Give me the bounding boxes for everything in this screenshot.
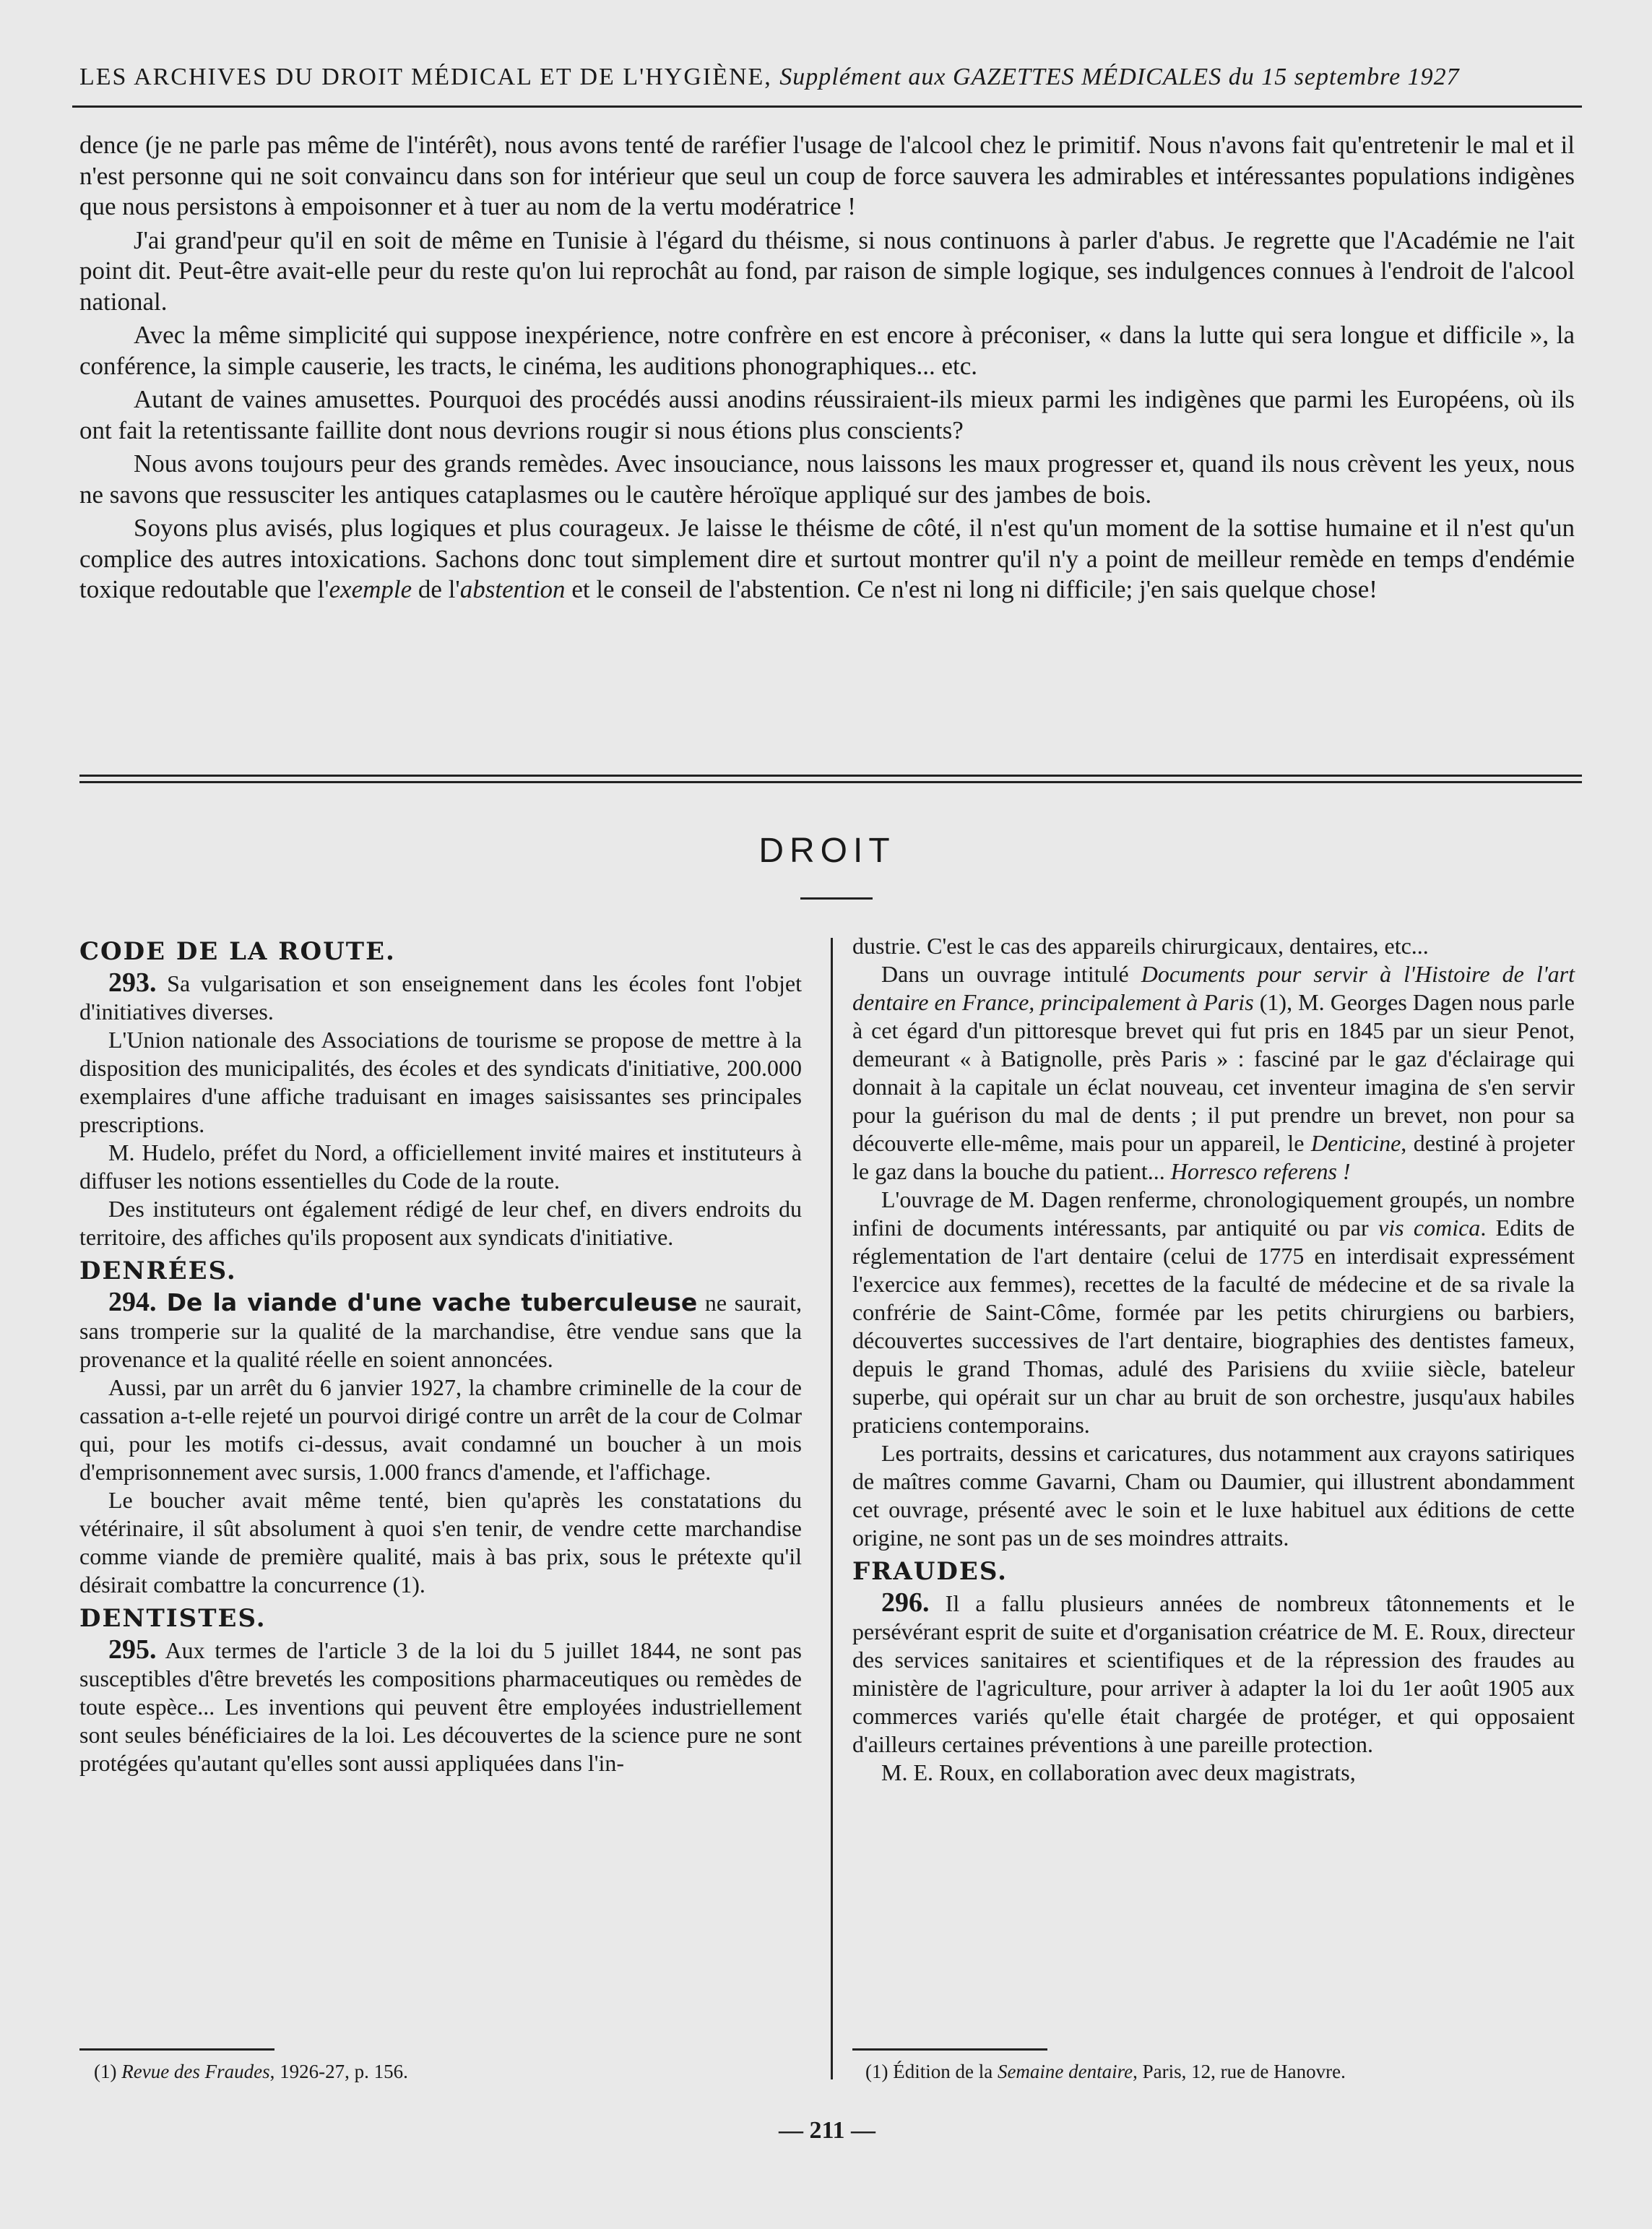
rubric-fraudes: FRAUDES. — [852, 1557, 1008, 1586]
article-293 — [79, 969, 802, 1026]
italic-run: Denticine — [1310, 1130, 1401, 1156]
text-run: (1) — [94, 2061, 122, 2082]
journal-title: LES ARCHIVES DU DROIT MÉDICAL ET DE L'HYGIÈNE, — [79, 64, 772, 90]
rubric-denrees: DENRÉES. — [79, 1256, 237, 1285]
article-number: 294. — [108, 1287, 157, 1317]
italic-run: Documents pour servir à l'Histoire de l'art dentaire en France, principalement à Paris — [852, 961, 1575, 1015]
article-number: 293. — [108, 967, 157, 998]
footnote-rule-right — [852, 2048, 1047, 2051]
intro-paragraph: J'ai grand'peur qu'il en soit de même en Tunisie à l'égard du théisme, si nous continuons à parler d'abus. Je regrette que l'Académie ne l'ait point dit. Peut-être avait-elle peur du reste qu'on lui reprochât au fond, par raison de simple logique, ses indulgences connues à l'endroit de l'alcool national. — [79, 225, 1575, 316]
paragraph — [852, 960, 1575, 1186]
text-run: ne saurait, sans tromperie sur la qualité de la marchandise, être vendue sans que la provenance et la qualité réelle en soient annoncées. — [79, 1290, 802, 1372]
italic-run: Semaine dentaire — [997, 2061, 1133, 2082]
rubric-code-de-la-route: CODE DE LA ROUTE. — [79, 937, 396, 966]
rubric-dentistes: DENTISTES. — [79, 1604, 267, 1633]
paragraph: M. E. Roux, en collaboration avec deux magistrats, — [881, 1759, 1356, 1785]
paragraph: M. Hudelo, préfet du Nord, a officiellement invité maires et instituteurs à diffuser les notions essentielles du Code de la route. — [79, 1139, 802, 1194]
text-run: Dans un ouvrage intitulé — [881, 961, 1141, 987]
article-294 — [79, 1288, 802, 1374]
footnote-rule-left — [79, 2048, 274, 2051]
text-run: (1), M. Georges Dagen nous parle à cet égard d'un pittoresque brevet qui fut pris en 1845 par un sieur Penot, demeurant « à Batignolle, près Paris » : fasciné par le gaz d'éclairage qui donnait à la capitale un éclat nouveau, cet inventeur imagina de s'en servir pour la guérison du mal de dents ; il put prendre un brevet, non pour sa découverte elle-même, mais pour un appareil, le — [852, 989, 1575, 1156]
intro-paragraph-last — [79, 513, 1575, 605]
intro-paragraph: Avec la même simplicité qui suppose inexpérience, notre confrère en est encore à préconiser, « dans la lutte qui sera longue et difficile », la conférence, la simple causerie, les tracts, le cinéma, les auditions phonographiques... etc. — [79, 321, 1575, 380]
italic-run: abstention — [459, 575, 566, 603]
footnote-left — [94, 2061, 408, 2083]
paragraph: Des instituteurs ont également rédigé de leur chef, en divers endroits du territoire, des affiches qu'ils proposent aux syndicats d'initiative. — [79, 1196, 802, 1250]
footnote-right — [865, 2061, 1346, 2083]
title-dash — [800, 897, 873, 900]
right-column — [852, 932, 1575, 1787]
paragraph: Le boucher avait même tenté, bien qu'après les constatations du vétérinaire, il sût absolument à quoi s'en tenir, de vendre cette marchandise comme viande de première qualité, mais à bas prix, sous le prétexte qu'il désirait combattre la concurrence (1). — [79, 1487, 802, 1598]
text-run: Sa vulgarisation et son enseignement dans les écoles font l'objet d'initiatives diverses. — [79, 970, 802, 1025]
paragraph — [852, 1186, 1575, 1439]
text-run: . Edits de réglementation de l'art dentaire (celui de 1775 en interdisait expressément l'exercice aux femmes), recettes de la faculté de médecine et de sa rivale la confrérie de Saint-Côme, formée par les petits chirurgiens ou barbiers, découvertes successives de l'art dentaire, biographies des dentistes fameux, depuis le grand Thomas, adulé des Parisiens du xviiie siècle, bateleur superbe, qui opérait sur un char au bruit de son orchestre, jusqu'aux habiles praticiens contemporains. — [852, 1215, 1575, 1438]
text-run: et le conseil de l'abstention. Ce n'est ni long ni difficile; j'en sais quelque chose! — [565, 575, 1378, 603]
article-title: De la viande d'une vache tuberculeuse — [156, 1288, 698, 1316]
italic-run: Horresco referens ! — [1170, 1158, 1351, 1184]
article-296 — [852, 1589, 1575, 1759]
left-column — [79, 932, 802, 1777]
text-run: Il a fallu plusieurs années de nombreux tâtonnements et le persévérant esprit de suite et d'organisation créatrice de M. E. Roux, directeur des services sanitaires et scientifiques et de la répression des fraudes au ministère de l'agriculture, pour arriver à adapter la loi du 1er août 1905 aux commerces variés qu'elle était chargée de protéger, et qui opposaient d'ailleurs certaines préventions à une pareille protection. — [852, 1590, 1575, 1757]
text-run: , destiné à projeter le gaz dans la bouche du patient... — [852, 1130, 1575, 1184]
intro-text — [79, 130, 1575, 608]
text-run: de l' — [412, 575, 460, 603]
text-run: Aux termes de l'article 3 de la loi du 5 juillet 1844, ne sont pas susceptibles d'être brevetés les compositions pharmaceutiques ou remèdes de toute espèce... Les inventions qui peuvent être employées industriellement sont seules bénéficiaires de la loi. Les découvertes de la science pure ne sont protégées qu'autant qu'elles sont aussi appliquées dans l'in- — [79, 1637, 802, 1776]
running-head — [79, 64, 1582, 91]
section-separator — [79, 775, 1582, 783]
italic-run: vis comica — [1378, 1215, 1481, 1241]
paragraph: dustrie. C'est le cas des appareils chirurgicaux, dentaires, etc... — [852, 933, 1429, 959]
paragraph: L'Union nationale des Associations de tourisme se propose de mettre à la disposition des municipalités, des écoles et des syndicats d'initiative, 200.000 exemplaires d'une affiche traduisant en images saisissantes ses principales prescriptions. — [79, 1027, 802, 1137]
text-run: Soyons plus avisés, plus logiques et plus courageux. Je laisse le théisme de côté, il n'est qu'un moment de la sottise humaine et il n'est qu'un complice des autres intoxications. Sachons donc tout simplement dire et surtout montrer qu'il n'y a point de meilleur remède en temps d'endémie toxique redoutable que l' — [79, 514, 1575, 603]
text-run: L'ouvrage de M. Dagen renferme, chronologiquement groupés, un nombre infini de documents intéressants, par antiquité ou par — [852, 1186, 1575, 1241]
italic-run: Revue des Fraudes — [121, 2061, 270, 2082]
intro-paragraph: Nous avons toujours peur des grands remèdes. Avec insouciance, nous laissons les maux progresser et, quand ils nous crèvent les yeux, nous ne savons que ressusciter les antiques cataplasmes ou le cautère héroïque appliqué sur des jambes de bois. — [79, 449, 1575, 509]
column-divider — [831, 938, 833, 2079]
intro-paragraph: Autant de vaines amusettes. Pourquoi des procédés aussi anodins réussiraient-ils mieux parmi les indigènes que parmi les Européens, où ils ont fait la retentissante faillite dont nous devrions rougir si nous étions plus conscients? — [79, 385, 1575, 444]
page-number: — 211 — — [778, 2117, 876, 2144]
text-run: (1) Édition de la — [865, 2061, 998, 2082]
paragraph: Les portraits, dessins et caricatures, dus notamment aux crayons satiriques de maîtres comme Gavarni, Cham ou Daumier, qui illustrent abondamment cet ouvrage, présenté avec le soin et le luxe habituel aux éditions de cette origine, ne sont pas un de ses moindres attraits. — [852, 1440, 1575, 1551]
article-number: 295. — [108, 1634, 157, 1665]
text-run: , 1926-27, p. 156. — [269, 2061, 408, 2082]
section-title: DROIT — [758, 832, 896, 870]
article-number: 296. — [881, 1587, 930, 1618]
article-295 — [79, 1636, 802, 1777]
header-rule — [72, 105, 1582, 108]
text-run: , Paris, 12, rue de Hanovre. — [1133, 2061, 1346, 2082]
paragraph: Aussi, par un arrêt du 6 janvier 1927, la chambre criminelle de la cour de cassation a-t-elle rejeté un pourvoi dirigé contre un arrêt de la cour de Colmar qui, pour les motifs ci-dessus, avait condamné un boucher à un mois d'emprisonnement avec sursis, 1.000 francs d'amende, et l'affichage. — [79, 1374, 802, 1485]
supplement-line: Supplément aux GAZETTES MÉDICALES du 15 septembre 1927 — [779, 64, 1460, 90]
intro-paragraph: dence (je ne parle pas même de l'intérêt), nous avons tenté de raréfier l'usage de l'alcool chez le primitif. Nous n'avons fait qu'entretenir le mal et il n'est personne qui ne soit convaincu dans son for intérieur que seul un coup de force sauvera les admirables et intéressantes populations indigènes que nous persistons à empoisonner et à tuer au nom de la vertu modératrice ! — [79, 131, 1575, 220]
italic-run: exemple — [329, 575, 412, 603]
page — [72, 51, 1582, 2211]
